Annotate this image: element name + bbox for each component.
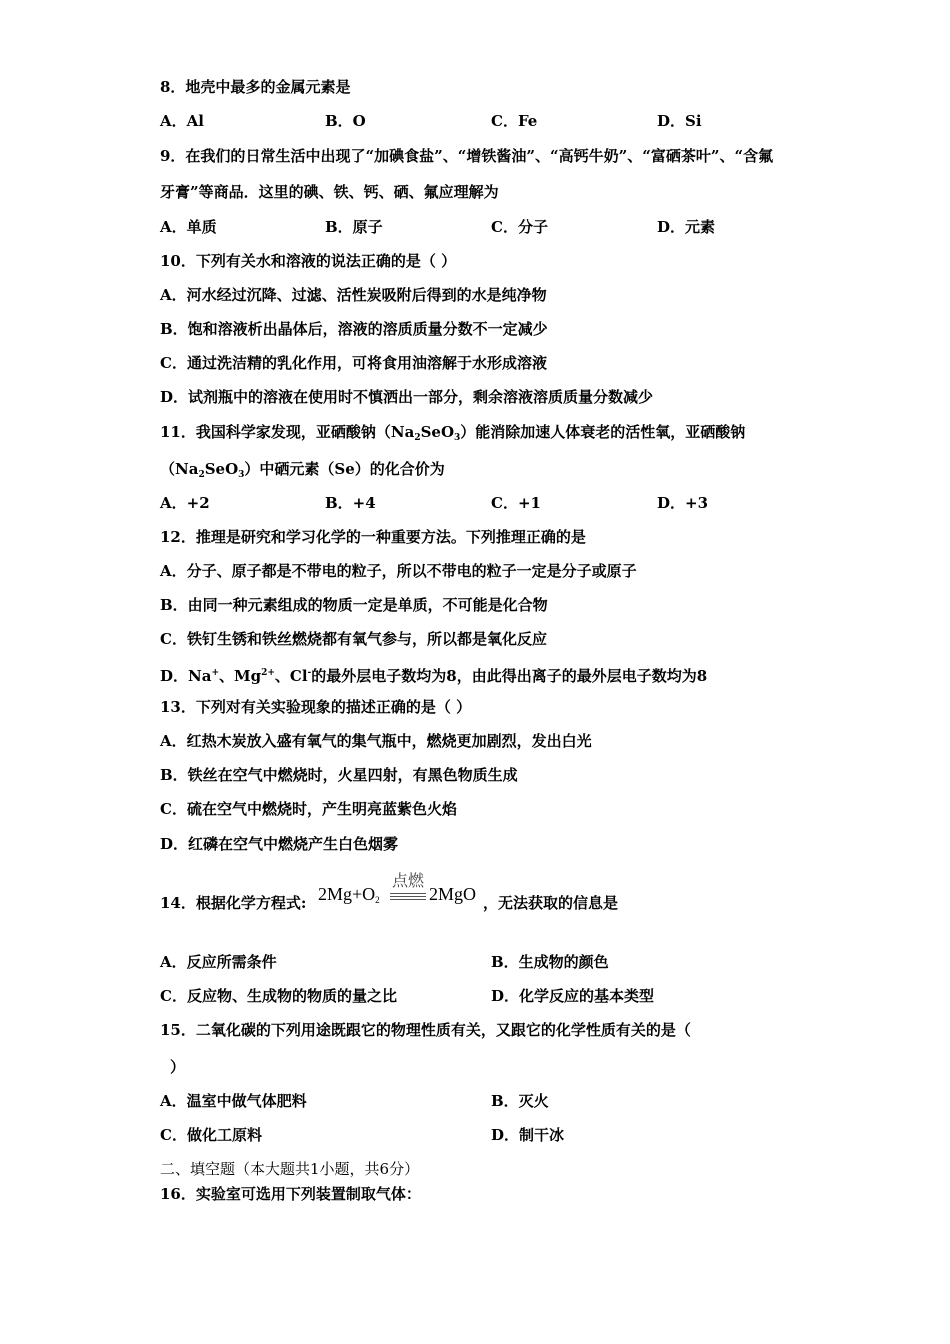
q13-option-a: A．红热木炭放入盛有氧气的集气瓶中，燃烧更加剧烈，发出白光: [160, 732, 592, 750]
q14-stem-prefix: 14．根据化学方程式:: [160, 894, 307, 912]
q9-stem-line2: 牙膏”等商品．这里的碘、铁、钙、硒、氟应理解为: [160, 183, 499, 201]
q12-stem: 12．推理是研究和学习化学的一种重要方法。下列推理正确的是: [160, 528, 586, 546]
q8-option-d: D．Si: [657, 112, 702, 130]
q11-stem-line2: $(Na_2SeO_3)$中硒元素（Se）的化合价为: [160, 460, 445, 480]
q14-option-c: C．反应物、生成物的物质的量之比: [160, 987, 397, 1005]
q9-option-c: C．分子: [491, 218, 548, 236]
q14-stem-suffix: ，无法获取的信息是: [483, 894, 619, 912]
q10-option-c: C．通过洗洁精的乳化作用，可将食用油溶解于水形成溶液: [160, 354, 547, 372]
q15-stem-line2: ）: [170, 1058, 186, 1076]
q14-eq-bar-3: [390, 899, 426, 900]
q14-eq-product: 2MgO: [429, 884, 477, 904]
q8-option-b: B．O: [325, 112, 366, 130]
q15-stem-line1: 15．二氧化碳的下列用途既跟它的物理性质有关，又跟它的化学性质有关的是（: [160, 1021, 691, 1039]
q15-option-d: D．制干冰: [491, 1126, 565, 1144]
q13-option-d: D．红磷在空气中燃烧产生白色烟雾: [160, 835, 399, 853]
q9-option-a: A．单质: [160, 218, 217, 236]
q13-option-c: C．硫在空气中燃烧时，产生明亮蓝紫色火焰: [160, 800, 457, 818]
q8-stem: 8．地壳中最多的金属元素是: [160, 78, 351, 96]
q9-stem-line1: 9．在我们的日常生活中出现了“加碘食盐”、“增铁酱油”、“高钙牛奶”、“富硒茶叶”、“含氟: [160, 147, 774, 165]
q12-option-b: B．由同一种元素组成的物质一定是单质，不可能是化合物: [160, 596, 548, 614]
q10-option-b: B．饱和溶液析出晶体后，溶液的溶质质量分数不一定减少: [160, 320, 548, 338]
q15-option-c: C．做化工原料: [160, 1126, 262, 1144]
section-heading: 二、填空题（本大题共1小题，共6分）: [160, 1160, 420, 1178]
q10-option-d: D．试剂瓶中的溶液在使用时不慎洒出一部分，剩余溶液溶质质量分数减少: [160, 388, 654, 406]
q14-option-d: D．化学反应的基本类型: [491, 987, 655, 1005]
q14-eq-bar-2: [390, 896, 426, 897]
q8-option-c: C．Fe: [491, 112, 538, 130]
q13-option-b: B．铁丝在空气中燃烧时，火星四射，有黑色物质生成: [160, 766, 518, 784]
q12-option-a: A．分子、原子都是不带电的粒子，所以不带电的粒子一定是分子或原子: [160, 562, 637, 580]
q9-option-d: D．元素: [657, 218, 716, 236]
q14-eq-bar-1: [390, 893, 426, 894]
q8-option-a: A．Al: [160, 112, 204, 130]
q10-stem: 10．下列有关水和溶液的说法正确的是（ ）: [160, 252, 457, 270]
q15-option-b: B．灭火: [491, 1092, 549, 1110]
q13-stem: 13．下列对有关实验现象的描述正确的是（ ）: [160, 698, 472, 716]
q14-eq-reactants: 2Mg+O: [318, 884, 376, 904]
q14-option-b: B．生成物的颜色: [491, 953, 609, 971]
q11-option-c: C．+1: [491, 494, 541, 512]
q11-stem-line1: 11．我国科学家发现，亚硒酸钠$(Na_2SeO_3)$能消除加速人体衰老的活性氧，亚硒酸钠: [160, 423, 746, 443]
q16-stem: 16．实验室可选用下列装置制取气体：: [160, 1185, 421, 1203]
q14-option-a: A．反应所需条件: [160, 953, 277, 971]
q10-option-a: A．河水经过沉降、过滤、活性炭吸附后得到的水是纯净物: [160, 286, 547, 304]
q11-option-d: D．+3: [657, 494, 709, 512]
q14-chemical-equation: [318, 872, 483, 912]
q14-eq-condition: 点燃: [392, 871, 425, 890]
q12-option-c: C．铁钉生锈和铁丝燃烧都有氧气参与，所以都是氧化反应: [160, 630, 547, 648]
q9-option-b: B．原子: [325, 218, 383, 236]
q11-option-b: B．+4: [325, 494, 376, 512]
q12-option-d: D．Na+、$Mg^{2+}$、Cl-的最外层电子数均为8，由此得出离子的最外层电子数均为8: [160, 667, 708, 685]
q14-eq-subscript: 2: [375, 895, 380, 905]
q15-option-a: A．温室中做气体肥料: [160, 1092, 307, 1110]
q11-option-a: A．+2: [160, 494, 210, 512]
